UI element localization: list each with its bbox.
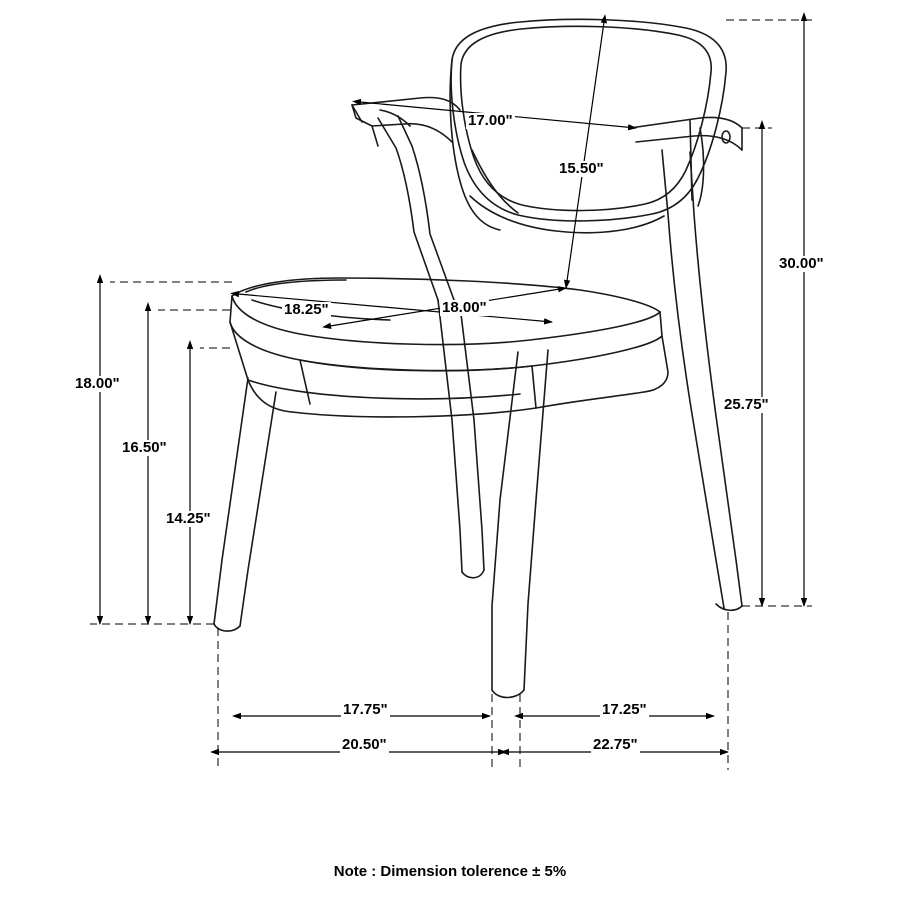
right-arm-top — [630, 117, 742, 128]
tolerance-note: Note : Dimension tolerence ± 5% — [333, 863, 567, 880]
right-rear-leg-outer — [662, 150, 724, 608]
left-rear-post-outer — [378, 118, 438, 300]
rear-left-leg-outer — [438, 300, 462, 572]
dim-label-seat-front-height: 14.25" — [166, 510, 211, 527]
chair-back-left-edge — [450, 60, 500, 230]
center-front-leg-outer — [492, 352, 518, 690]
dim-label-overall-height: 30.00" — [779, 255, 824, 272]
dim-label-overall-width-right: 22.75" — [593, 736, 638, 753]
center-front-leg-foot — [492, 690, 524, 698]
rear-left-leg-inner — [460, 306, 484, 570]
dim-label-seat-width: 18.00" — [442, 299, 487, 316]
seat-rail-left-inner — [300, 360, 310, 404]
chair-back-bottom-curve — [470, 196, 664, 233]
rear-left-leg-foot — [462, 570, 484, 578]
front-left-leg-outer — [214, 378, 248, 624]
left-arm-top — [352, 98, 460, 111]
dim-label-seat-depth: 18.25" — [284, 301, 329, 318]
dim-label-leg-span-right: 17.25" — [602, 701, 647, 718]
dim-label-seat-back-height: 18.00" — [75, 375, 120, 392]
dim-label-arm-height: 25.75" — [724, 396, 769, 413]
front-left-leg-inner — [240, 392, 276, 626]
right-arm-screw-detail — [722, 131, 730, 143]
seat-underside-curve — [300, 360, 532, 371]
right-rear-leg-foot — [716, 604, 742, 610]
dim-label-backrest-width: 17.00" — [468, 112, 513, 129]
left-arm-post-top — [372, 126, 378, 146]
right-rear-leg-inner — [690, 152, 742, 606]
seat-back-corner-detail — [246, 280, 346, 292]
side-rail-detail — [248, 380, 520, 399]
left-rear-post-inner — [398, 116, 454, 300]
dim-label-seat-mid-height: 16.50" — [122, 439, 167, 456]
dim-label-overall-depth-left: 20.50" — [342, 736, 387, 753]
dim-label-leg-span-left: 17.75" — [343, 701, 388, 718]
seat-rail-front — [532, 366, 536, 408]
dim-label-backrest-height: 15.50" — [559, 160, 604, 177]
left-arm-end-cap — [352, 105, 362, 122]
